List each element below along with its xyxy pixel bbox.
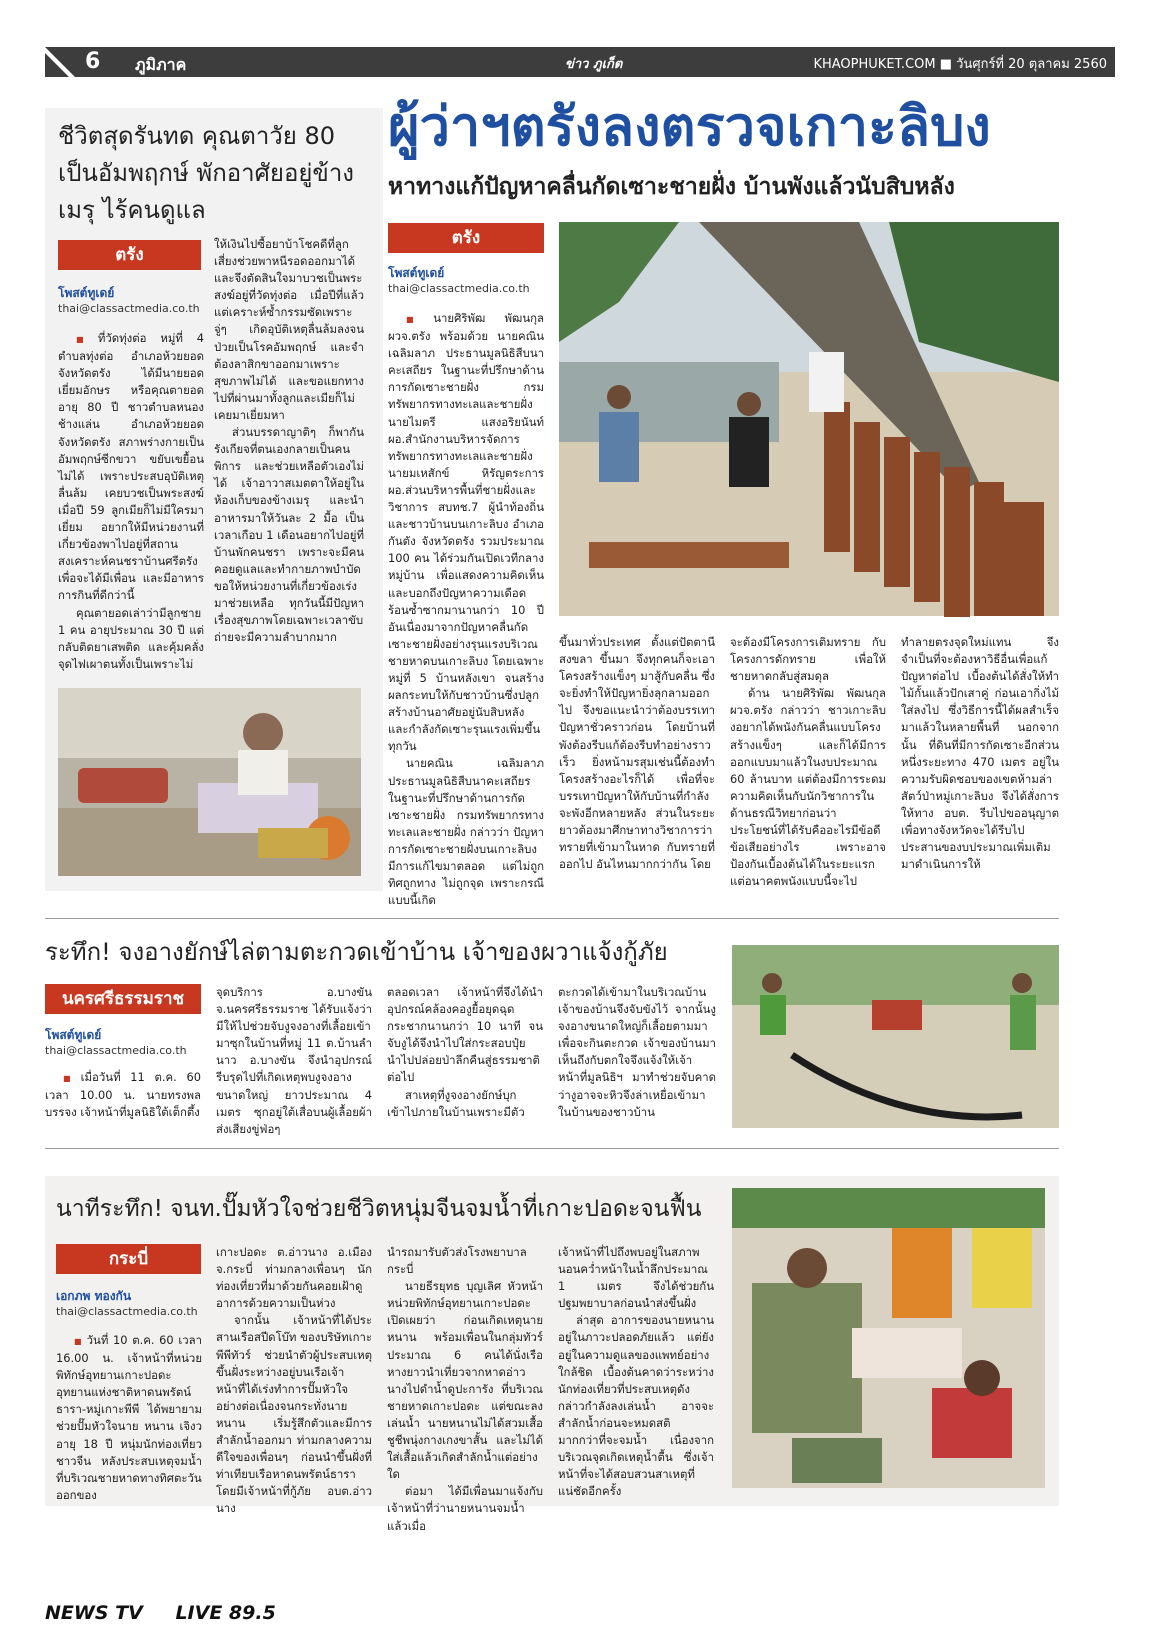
story4-paragraph: จากนั้น เจ้าหน้าที่ได้ประสานเรือสปีดโบ๊ท ของบริษัทเกาะพีพีทัวร์ ช่วยนำตัวผู้ประสบเหตุขึ้นฝั่งระหว่างอยู่บนเรือเจ้าหน้าที่ได้เร่งทำการปั๊มหัวใจ อย่างต่อเนื่องจนกระทั่งนายหนาน เริ่มรู้สึกตัวและมีการสำลักน้ำออกมา ท่ามกลางความดีใจของเพื่อนๆ ก่อนนำขึ้นฝั่งที่ท่าเทียบเรือหาดนพรัตน์ธารา โดยมีเจ้าหน้าที่กู้ภัย อบต.อ่าวนาง (216, 1313, 372, 1516)
story2-column-2 (559, 634, 715, 892)
story2-paragraph: ขึ้นมาทั่วประเทศ ตั้งแต่ปัตตานี สงขลา ขึ้นมา จึงทุกคนก็จะเอาโครงสร้างแข็งๆ มาสู้กับคลื่น ซึ่งจะยิ่งทำให้ปัญหายิ่งลุกลามออกไป จึงขอแนะนำว่าต้องบรรเทาปัญหาชั่วคราวก่อน โดยบ้านที่พังต้องรีบแก้ต้องรีบทำอย่างราวเร็ว ยิ่งหน้ามรสุมเช่นนี้ต้องทำโครงสร้างอะไรก็ได้ เพื่อที่จะบรรเทาปัญหาให้กับบ้านที่กำลังจะพังอีกหลายหลัง ส่วนในระยะยาวต้องมาศึกษาทางวิชาการว่าทรายที่เข้ามาในหาด กับทรายที่ออกไป อันไหนมากกว่ากัน โดย (559, 635, 715, 872)
newstv-logo: NEWS TV (45, 1602, 143, 1624)
story3-column-2 (216, 984, 372, 1136)
story1-paragraph: ให้เงินไปซื้อยาบ้าโชคดีที่ลูกเสี่ยงช่วยพาหนีรอดออกมาได้ และจึงตัดสินใจมาบวชเป็นพระสงฆ์อยู่ที่วัดทุ่งต่อ เมื่อปีที่แล้ว แต่เคราะห์ซ้ำกรรมซัดเพราะจู่ๆ เกิดอุบัติเหตุลื่นล้มลงจนป่วยเป็นโรคอัมพฤกษ์ และจำต้องลาสิกขาออกมาเพราะสุขภาพไม่ได้ และขอแยกทางไปที่ผ่านมาทั้งลูกและเมียก็ไม่เคยมาเยี่ยมหา (214, 237, 364, 422)
story4-headline: นาทีระทึก! จนท.ปั๊มหัวใจช่วยชีวิตหนุ่มจีนจมน้ำที่เกาะปอดะจนฟื้น (56, 1196, 702, 1222)
story2-paragraph: นายคณิน เฉลิมลาภ ประธานมูลนิธิสืบนาคะเสถียร ในฐานะที่ปรึกษาด้านการกัดเซาะชายฝั่ง กรมทรัพยากรทางทะเลและชายฝั่ง กล่าวว่า ปัญหาการกัดเซาะชายฝั่งบนเกาะลิบง มีการแก้ไขมาตลอด แต่ไม่ถูกทิศถูกทาง ไม่ถูกจุด เพราะกรณีแบบนี้เกิด (388, 756, 544, 908)
story4-column-1 (56, 1332, 202, 1502)
story3-column-1 (45, 1069, 201, 1125)
story2-subheadline: หาทางแก้ปัญหาคลื่นกัดเซาะชายฝั่ง บ้านพังแล้วนับสิบหลัง (388, 174, 955, 200)
story3-photo-king-cobra (732, 945, 1059, 1128)
story4-paragraph: นำรถมารับตัวส่งโรงพยาบาลกระบี่ (387, 1245, 527, 1277)
story4-column-3 (387, 1244, 543, 1533)
site-and-date: KHAOPHUKET.COM ■ วันศุกร์ที่ 20 ตุลาคม 2560 (813, 57, 1107, 72)
story2-headline: ผู้ว่าฯตรังลงตรวจเกาะลิบง (388, 95, 991, 158)
live-radio-logo: LIVE 89.5 (175, 1602, 276, 1624)
story4-column-2 (216, 1244, 372, 1516)
story1-byline (58, 286, 208, 316)
byline-name: โพสต์ทูเดย์ (45, 1028, 102, 1042)
story1-headline: ชีวิตสุดรันทด คุณตาวัย 80 เป็นอัมพฤกษ์ พักอาศัยอยู่ข้างเมรุ ไร้คนดูแล (58, 122, 355, 224)
story4-photo-cpr-rescue (732, 1188, 1045, 1488)
section-divider (45, 918, 1059, 919)
story3-headline: ระทึก! จงอางยักษ์ไล่ตามตะกวดเข้าบ้าน เจ้าของผวาแจ้งกู้ภัย (45, 938, 668, 966)
folio-corner-icon (45, 47, 75, 77)
story4-paragraph: เกาะปอดะ ต.อ่าวนาง อ.เมือง จ.กระบี่ ท่ามกลางเพื่อนๆ นักท่องเที่ยวที่มาด้วยกันคอยเฝ้าดูอาการด้วยความเป็นห่วง (216, 1245, 372, 1311)
story1-location-tag: ตรัง (58, 240, 201, 270)
newspaper-logo: ข่าว ภูเก็ต (565, 57, 623, 72)
story3-paragraph: จุดบริการ อ.บางขัน จ.นครศรีธรรมราช ได้รับแจ้งว่ามีให้ไปช่วยจับงูจงอางที่เลื้อยเข้ามาซุกในบ้านที่หมู่ 11 ต.บ้านลำนาว อ.บางขัน จึงนำอุปกรณ์รีบรุดไปที่เกิดเหตุพบงูจงอางขนาดใหญ่ ยาวประมาณ 4 เมตร ซุกอยู่ใต้เสื่อบนผู้เลื้อยผ้า ส่งเสียงขู่ฟ่อๆ (216, 985, 372, 1136)
story3-paragraph: ตลอดเวลา เจ้าหน้าที่จึงได้นำอุปกรณ์คล้องคองูยื้อยุดฉุดกระชากนานกว่า 10 นาที จนจับงูได้จึงนำไปใส่กระสอบปุ๋ย นำไปปล่อยป่าลึกคืนสู่ธรรมชาติต่อไป (387, 985, 543, 1085)
byline-email: thai@classactmedia.co.th (45, 1044, 187, 1057)
story2-paragraph: จะต้องมีโครงการเติมทราย กับโครงการดักทราย เพื่อให้ชายหาดกลับสู่สมดุล (730, 635, 886, 684)
story1-paragraph: คุณตายอดเล่าว่ามีลูกชาย 1 คน อายุประมาณ 30 ปี แต่กลับติดยาเสพติด และคุ้มคลั่ง จุดไฟเผาตนทั้งเป็นเพราะไม่ (58, 605, 204, 671)
footer-brands (45, 1602, 276, 1624)
story3-lead-paragraph: ■ เมื่อวันที่ 11 ต.ค. 60 เวลา 10.00 น. นายทรงพล บรรจง เจ้าหน้าที่มูลนิธิใต้เต็กตึ้ง (45, 1069, 201, 1121)
byline-email: thai@classactmedia.co.th (388, 282, 530, 295)
story3-paragraph: ตะกวดได้เข้ามาในบริเวณบ้าน เจ้าของบ้านจึงจับขังไว้ จากนั้นงูจงอางขนาดใหญ่ก็เลื้อยตามมาเพื่อจะกินตะกวด เจ้าของบ้านมาเห็นถึงกับตกใจจึงแจ้งให้เจ้าหน้าที่มูลนิธิฯ มาทำช่วยจับคาดว่างูอาจจะหิวจึงล่าเหยื่อเข้ามาในบ้านของชาวบ้าน (558, 985, 716, 1119)
story2-paragraph: ด้าน นายศิริพัฒ พัฒนกุล ผวจ.ตรัง กล่าวว่า ชาวเกาะลิบงอยากได้พนังกันคลื่นแบบโครงสร้างแข็งๆ และก็ได้มีการออกแบบมาแล้วในงบประมาณ 60 ล้านบาท แต่ต้องมีการระดมความคิดเห็นกับนักวิชาการในด้านธรณีวิทยาก่อนว่า ประโยชน์ที่ได้รับคืออะไรมีข้อดีข้อเสียอย่างไร เพราะอาจป้องกันเบื้องต้นได้ในระยะแรก แต่อนาคตพนังแบบนี้จะไป (730, 686, 886, 889)
byline-name: โพสต์ทูเดย์ (388, 266, 445, 280)
story2-byline (388, 266, 548, 296)
story4-column-4 (558, 1244, 714, 1502)
story2-column-3 (730, 634, 886, 892)
story1-lead-paragraph: ■ ที่วัดทุ่งต่อ หมู่ที่ 4 ตำบลทุ่งต่อ อำเภอห้วยยอด จังหวัดตรัง ได้มีนายยอด เยี่ยมอักษร หรือคุณตายอด อายุ 80 ปี ชาวตำบลหนองช้างแล่น อำเภอห้วยยอด จังหวัดตรัง สภาพร่างกายเป็นอัมพฤกษ์ซีกขวา ขยับเขยื้อนไม่ได้ เพราะประสบอุบัติเหตุลื่นล้ม เคยบวชเป็นพระสงฆ์เมื่อปี 59 ลูกเมียก็ไม่มีใครมาเยี่ยม อยากให้มีหน่วยงานที่เกี่ยวข้องพาไปอยู่ที่สถานสงเคราะห์คนชราบ้านศรีตรัง เพื่อจะได้มีเพื่อน และมีอาหารการกินที่ดีกว่านี้ (58, 330, 204, 605)
story1-paragraph: ส่วนบรรดาญาติๆ ก็พากันรังเกียจที่ตนเองกลายเป็นคนพิการ และช่วยเหลือตัวเองไม่ได้ เจ้าอาวาสเมตตาให้อยู่ในห้องเก็บของข้างเมรุ และนำอาหารมาให้วันละ 2 มื้อ เป็นเวลาเกือบ 1 เดือนอยากไปอยู่ที่บ้านพักคนชรา เพราะจะมีคนคอยดูแลและทำกายภาพบำบัด ขอให้หน่วยงานที่เกี่ยวข้องเร่งมาช่วยเหลือ ทุกวันนี้มีปัญหาเรื่องสุขภาพโดยเฉพาะเวลาขับถ่ายจะมีความลำบากมาก (214, 425, 364, 645)
story2-lead-paragraph: ■ นายศิริพัฒ พัฒนกุล ผวจ.ตรัง พร้อมด้วย นายคณิน เฉลิมลาภ ประธานมูลนิธิสืบนาคะเสถียร ในฐานะที่ปรึกษาด้านการกัดเซาะชายฝั่ง กรมทรัพยากรทางทะเลและชายฝั่ง นายไมตรี แสงอริยนันท์ ผอ.สำนักงานบริหารจัดการทรัพยากรทางทะเลและชายฝั่ง นายมเหสักข์ หิรัญตระการ ผอ.ส่วนบริหารพื้นที่ชายฝั่งและวิชาการ สบทช.7 ผู้นำท้องถิ่น และชาวบ้านบนเกาะลิบง อำเภอกันตัง จังหวัดตรัง รวมประมาณ 100 คน ได้ร่วมกันเปิดเวทีกลางหมู่บ้าน เพื่อแสดงความคิดเห็นและบอกถึงปัญหาความเดือดร้อนซ้ำซากมานานกว่า 10 ปี อันเนื่องมาจากปัญหาคลื่นกัดเซาะชายฝั่งอย่างรุนแรงบริเวณชายหาดบนเกาะลิบง โดยเฉพาะหมู่ที่ 5 บ้านหลังเขา จนสร้างผลกระทบให้กับชาวบ้านซึ่งปลูกสร้างบ้านอาศัยอยู่นับสิบหลัง และกำลังกัดเซาะรุนแรงเพิ่มขึ้นทุกวัน (388, 310, 544, 755)
story4-paragraph: นายธีรยุทธ บุญเลิศ หัวหน้าหน่วยพิทักษ์อุทยานเกาะปอดะ เปิดเผยว่า ก่อนเกิดเหตุนายหนาน พร้อมเพื่อนในกลุ่มทัวร์ ประมาณ 6 คนได้นั่งเรือหางยาวนำเที่ยวจากหาดอ่าวนางไปดำน้ำดูปะการัง ที่บริเวณชายหาดเกาะปอดะ แต่ขณะลงเล่นน้ำ นายหนานไม่ได้สวมเสื้อชูชีพนุ่งกางเกงขาสั้น และไม่ได้ใส่เสื้อแล้วเกิดสำลักน้ำแต่อย่างใด (387, 1279, 543, 1482)
story1-column-1 (58, 330, 204, 678)
story2-location-tag: ตรัง (388, 223, 544, 253)
story2-paragraph: ทำลายตรงจุดใหม่แทน จึงจำเป็นที่จะต้องหาวิธีอื่นเพื่อแก้ปัญหาต่อไป เบื้องต้นได้สั่งให้ทำไม้กั้นแล้วปักเสาคู่ ก่อนเอากิ่งไม้ใส่ลงไป ซึ่งวิธีการนี้ได้ผลสำเร็จมาแล้วในหลายพื้นที่ นอกจากนั้น ที่ดินที่มีการกัดเซาะอีกส่วนหนึ่งระยะทาง 470 เมตร อยู่ในความรับผิดชอบของเขตห้ามล่าสัตว์ป่าหมู่เกาะลิบง จึงได้สั่งการให้ทาง อบต. รีบไปขออนุญาต เพื่อทางจังหวัดจะได้รีบไปประสานของบประมาณเพิ่มเติมมาดำเนินการให้ (901, 635, 1059, 872)
story4-paragraph: ล่าสุด อาการของนายหนานอยู่ในภาวะปลอดภัยแล้ว แต่ยังอยู่ในความดูแลของแพทย์อย่างใกล้ชิด เบื้องต้นคาดว่าระหว่างนักท่องเที่ยวที่ประสบเหตุดังกล่าวกำลังลงเล่นน้ำ อาจจะสำลักน้ำก่อนจะหมดสติ มากกว่าที่จะจมน้ำ เนื่องจากบริเวณจุดเกิดเหตุน้ำตื้น ซึ่งเจ้าหน้าที่จะได้สอบสวนสาเหตุที่แน่ชัดอีกครั้ง (558, 1313, 714, 1499)
story4-lead-paragraph: ■ วันที่ 10 ต.ค. 60 เวลา 16.00 น. เจ้าหน้าที่หน่วยพิทักษ์อุทยานเกาะปอดะ อุทยานแห่งชาติหาดนพรัตน์ธารา-หมู่เกาะพีพี ได้พยายามช่วยปั๊มหัวใจนาย หนาน เจิงว อายุ 18 ปี หนุ่มนักท่องเที่ยวชาวจีน หลังประสบเหตุจมน้ำที่บริเวณชายหาดทางทิศตะวันออกของ (56, 1332, 202, 1504)
story1-column-2 (214, 236, 364, 678)
byline-email: thai@classactmedia.co.th (58, 302, 200, 315)
story3-column-3 (387, 984, 543, 1125)
page-header-bar (45, 47, 1115, 77)
story4-paragraph: เจ้าหน้าที่ไปถึงพบอยู่ในสภาพนอนคว่ำหน้าในน้ำลึกประมาณ 1 เมตร จึงได้ช่วยกันปฐมพยาบาลก่อนนำส่งขึ้นฝั่ง (558, 1245, 714, 1311)
story4-byline (56, 1289, 206, 1319)
story3-byline (45, 1028, 205, 1058)
section-divider (45, 1148, 1059, 1149)
story3-location-tag: นครศรีธรรมราช (45, 984, 201, 1014)
story4-paragraph: ต่อมา ได้มีเพื่อนมาแจ้งกับเจ้าหน้าที่ว่านายหนานจมน้ำแล้วเมื่อ (387, 1484, 543, 1533)
story2-column-1 (388, 310, 544, 908)
story4-location-tag: กระบี่ (56, 1244, 201, 1274)
byline-name: เอกภพ ทองกัน (56, 1289, 132, 1303)
story3-paragraph: สาเหตุที่งูจงอางยักษ์บุกเข้าไปภายในบ้านเพราะมีตัว (387, 1087, 525, 1119)
story2-photo-beach-inspection (559, 222, 1059, 616)
story3-column-4 (558, 984, 716, 1125)
story1-photo-elderly-man (58, 688, 361, 876)
byline-email: thai@classactmedia.co.th (56, 1305, 198, 1318)
byline-name: โพสต์ทูเดย์ (58, 286, 115, 300)
story2-column-4 (901, 634, 1059, 892)
section-name: ภูมิภาค (135, 55, 187, 74)
page-number: 6 (85, 49, 101, 74)
